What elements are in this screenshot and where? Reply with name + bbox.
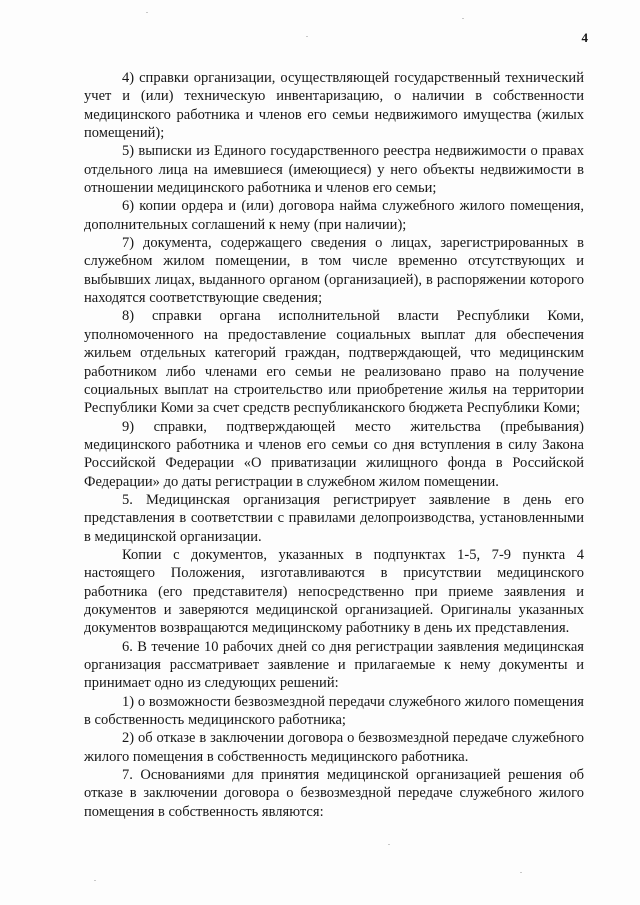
paragraph-copies: Копии с документов, указанных в подпунктах 1-5, 7-9 пункта 4 настоящего Положения, изготавливаются в присутствии медицинского работника (его представителя) непосредственно при приеме заявления и документов и заверяются медицинской организацией. Оригиналы указанных документов возвращаются медицинскому работнику в день их представления. [84,546,584,637]
scan-speck [520,872,522,873]
paragraph-decision-1: 1) о возможности безвозмездной передачи служебного жилого помещения в собственность медицинского работника; [84,693,584,729]
paragraph-section-7: 7. Основаниями для принятия медицинской организацией решения об отказе в заключении договора о безвозмездной передаче служебного жилого помещения в собственность являются: [84,767,584,820]
paragraph-item-7: 7) документа, содержащего сведения о лицах, зарегистрированных в служебном жилом помещении, в том числе временно отсутствующих и выбывших лицах, выданного органом (организацией), в распоряжении которого находятся соответствующие сведения; [84,235,584,307]
paragraph-section-5: 5. Медицинская организация регистрирует заявление в день его представления в соответствии с правилами делопроизводства, установленными в медицинской организации. [84,491,584,545]
paragraph-item-8: 8) справки органа исполнительной власти Республики Коми, уполномоченного на предоставление социальных выплат для обеспечения жильем отдельных категорий граждан, подтверждающей, что медицинским работником либо членами его семьи не реализовано право на получение социальных выплат на строительство или приобретение жилья на территории Республики Коми за счет средств республиканского бюджета Республики Коми; [84,308,584,417]
paragraph-item-9: 9) справки, подтверждающей место жительства (пребывания) медицинского работника и членов его семьи со дня вступления в силу Закона Российской Федерации «О приватизации жилищного фонда в Российской Федерации» до даты регистрации в служебном жилом помещении. [84,418,584,490]
paragraph-item-6: 6) копии ордера и (или) договора найма служебного жилого помещения, дополнительных соглашений к нему (при наличии); [84,198,584,233]
paragraph-item-4: 4) справки организации, осуществляющей государственный технический учет и (или) техническую инвентаризацию, о наличии в собственности медицинского работника и членов его семьи недвижимого имущества (жилых помещений); [84,70,584,142]
document-body [84,69,584,821]
scan-speck [306,36,308,37]
scan-speck [94,880,96,881]
paragraph-section-6: 6. В течение 10 рабочих дней со дня регистрации заявления медицинская организация рассматривает заявление и прилагаемые к нему документы и принимает одно из следующих решений: [84,638,584,692]
paragraph-item-5: 5) выписки из Единого государственного реестра недвижимости о правах отдельного лица на имевшиеся (имеющиеся) у него объекты недвижимости в отношении медицинского работника и членов его семьи; [84,143,584,197]
scan-speck [146,12,148,13]
scan-speck [388,844,390,845]
page-number: 4 [581,30,588,45]
paragraph-decision-2: 2) об отказе в заключении договора о безвозмездной передаче служебного жилого помещения в собственность медицинского работника. [84,730,584,765]
scan-speck [462,18,464,19]
